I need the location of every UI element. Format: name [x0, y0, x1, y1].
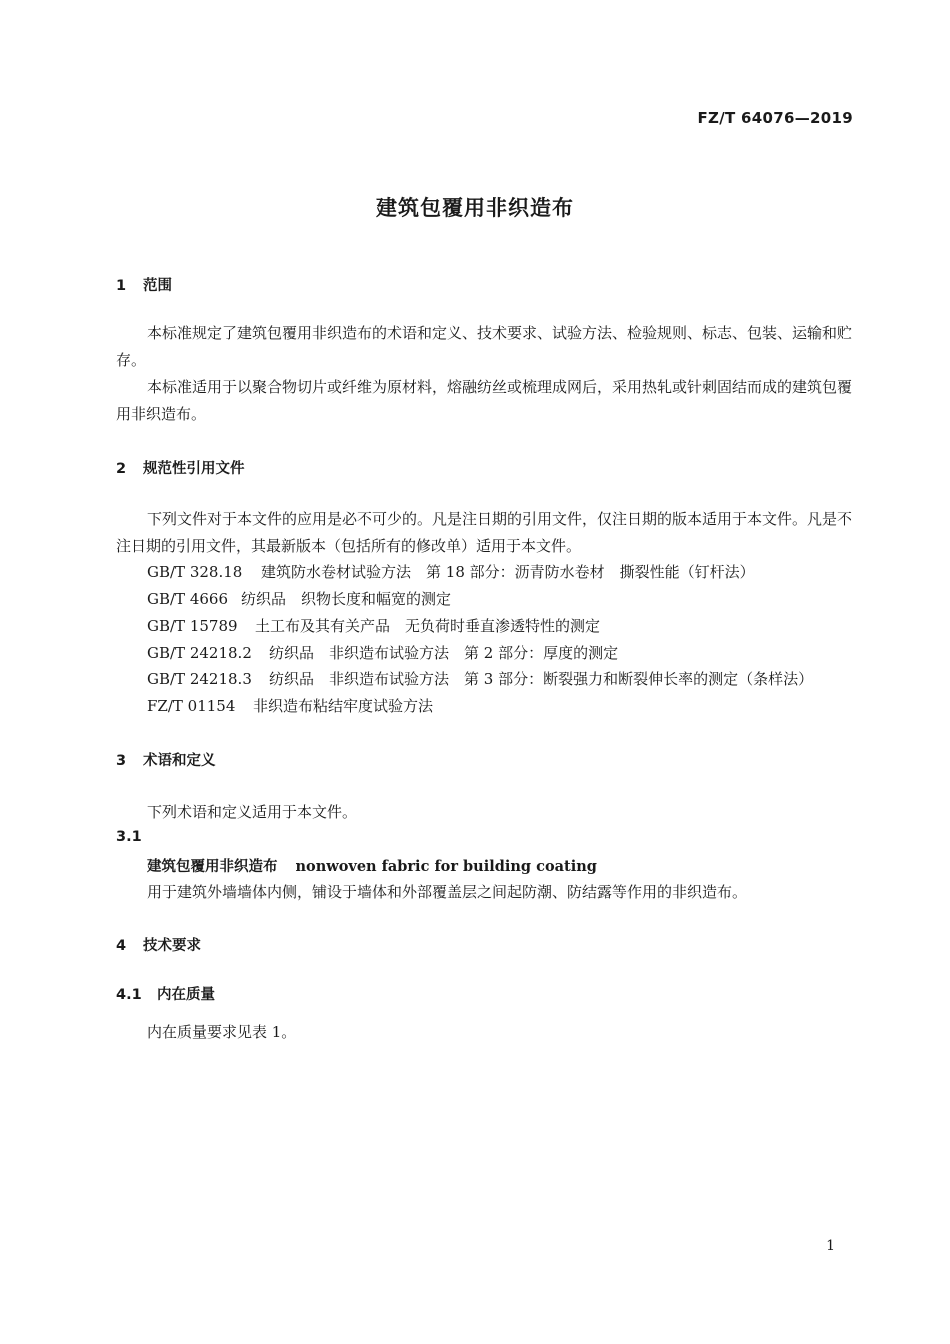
section-2-heading — [116, 457, 245, 478]
reference-item — [147, 613, 600, 640]
reference-code: FZ/T 01154 — [147, 697, 236, 715]
term-chinese: 建筑包覆用非织造布 — [147, 859, 278, 875]
subsection-number: 4.1 — [116, 987, 142, 1003]
subsection-text: 内在质量要求见表 1。 — [147, 1023, 297, 1041]
reference-title: 纺织品 织物长度和幅宽的测定 — [241, 590, 452, 608]
reference-item — [147, 640, 618, 667]
section-title: 规范性引用文件 — [143, 461, 245, 477]
reference-code: GB/T 24218.2 — [147, 644, 252, 662]
standard-code: FZ/T 64076—2019 — [697, 109, 853, 127]
reference-title: 纺织品 非织造布试验方法 第 2 部分：厚度的测定 — [269, 644, 619, 662]
reference-title: 非织造布粘结牢度试验方法 — [253, 697, 434, 715]
reference-code: GB/T 4666 — [147, 590, 229, 608]
scope-paragraph-2: 本标准适用于以聚合物切片或纤维为原材料，熔融纺丝或梳理成网后，采用热轧或针刺固结而成的建筑包覆用非织造布。 — [116, 378, 853, 423]
term-entry — [147, 855, 597, 876]
reference-title: 建筑防水卷材试验方法 第 18 部分：沥青防水卷材 撕裂性能（钉杆法） — [261, 563, 755, 581]
section-number: 4 — [116, 938, 127, 954]
page-number: 1 — [826, 1238, 835, 1254]
section-1-heading — [116, 274, 172, 295]
reference-title: 纺织品 非织造布试验方法 第 3 部分：断裂强力和断裂伸长率的测定（条样法） — [269, 670, 814, 688]
section-title: 技术要求 — [143, 938, 201, 954]
reference-item — [147, 666, 813, 693]
subsection-title: 内在质量 — [157, 987, 215, 1003]
section-title: 范围 — [143, 278, 172, 294]
terms-intro: 下列术语和定义适用于本文件。 — [147, 803, 358, 821]
subsection-4-1-heading — [116, 983, 215, 1004]
scope-paragraph-1: 本标准规定了建筑包覆用非织造布的术语和定义、技术要求、试验方法、检验规则、标志、包装、运输和贮存。 — [116, 324, 853, 369]
refs-intro: 下列文件对于本文件的应用是必不可少的。凡是注日期的引用文件，仅注日期的版本适用于本文件。凡是不注日期的引用文件，其最新版本（包括所有的修改单）适用于本文件。 — [116, 510, 853, 555]
section-3-heading — [116, 749, 216, 770]
reference-code: GB/T 15789 — [147, 617, 238, 635]
reference-item — [147, 586, 451, 613]
reference-code: GB/T 24218.3 — [147, 670, 252, 688]
section-number: 2 — [116, 461, 127, 477]
reference-code: GB/T 328.18 — [147, 563, 243, 581]
term-english: nonwoven fabric for building coating — [295, 858, 597, 875]
section-number: 3 — [116, 753, 127, 769]
reference-title: 土工布及其有关产品 无负荷时垂直渗透特性的测定 — [255, 617, 601, 635]
document-title: 建筑包覆用非织造布 — [376, 196, 574, 220]
reference-item — [147, 693, 433, 720]
term-number: 3.1 — [116, 829, 142, 845]
section-4-heading — [116, 934, 201, 955]
section-number: 1 — [116, 278, 127, 294]
reference-item — [147, 559, 755, 586]
term-definition: 用于建筑外墙墙体内侧，铺设于墙体和外部覆盖层之间起防潮、防结露等作用的非织造布。 — [147, 883, 748, 901]
section-title: 术语和定义 — [143, 753, 216, 769]
